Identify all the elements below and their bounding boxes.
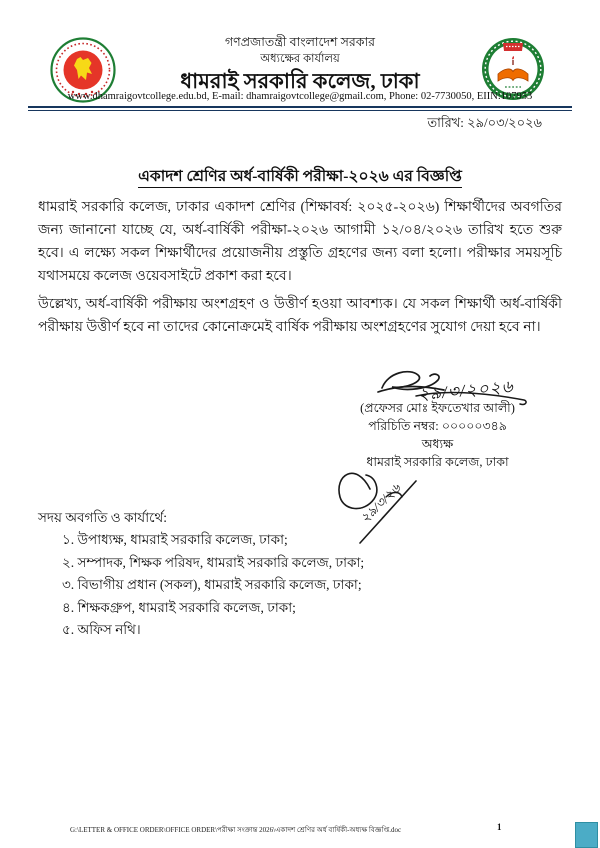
notice-paragraph-2: উল্লেখ্য, অর্ধ-বার্ষিকী পরীক্ষায় অংশগ্রহণ ও উত্তীর্ণ হওয়া আবশ্যক। যে সকল শিক্ষার্থী অর্ধ-বার্ষিকী পরীক্ষায় উত্তীর্ণ হবে না তাদের কোনোক্রমেই বার্ষিক পরীক্ষায় অংশগ্রহণের সুযোগ দেয়া হবে না। (38, 297, 562, 335)
signatory-designation: অধ্যক্ষ (421, 437, 454, 451)
signature-handwritten-date: ২৯/৩/২০২৬ (417, 376, 515, 405)
notice-title: একাদশ শ্রেণির অর্ধ-বার্ষিকী পরীক্ষা-২০২৬ এর বিজ্ঞপ্তি (0, 164, 600, 190)
college-name: ধামরাই সরকারি কলেজ, ঢাকা (180, 69, 420, 93)
signatory-id-number: পরিচিতি নম্বর: ০০০০০৩৪৯ (368, 419, 507, 433)
distribution-heading: সদয় অবগতি ও কার্যার্থে: (38, 510, 168, 525)
distribution-item: ১. উপাধ্যক্ষ, ধামরাই সরকারি কলেজ, ঢাকা; (62, 532, 288, 547)
footer-page-number: 1 (497, 822, 502, 832)
contact-line: www.dhamraigovtcollege.edu.bd, E-mail: dhamraigovtcollege@gmail.com, Phone: 02-7730050, EIIN:107953 (67, 91, 533, 102)
signatory-institution: ধামরাই সরকারি কলেজ, ঢাকা (366, 455, 509, 469)
signatory-name: (প্রফেসর মোঃ ইফতেখার আলী) (360, 401, 515, 415)
distribution-item: ৪. শিক্ষকগ্রুপ, ধামরাই সরকারি কলেজ, ঢাকা; (62, 599, 296, 615)
distribution-list (62, 529, 364, 642)
distribution-item: ৫. অফিস নথি। (62, 622, 141, 637)
distribution-item: ৩. বিভাগীয় প্রধান (সকল), ধামরাই সরকারি কলেজ, ঢাকা; (62, 577, 362, 592)
scroll-indicator[interactable] (575, 822, 598, 848)
date-line: তারিখ: ২৯/০৩/২০২৬ (427, 115, 542, 130)
distribution-item: ২. সম্পাদক, শিক্ষক পরিষদ, ধামরাই সরকারি কলেজ, ঢাকা; (62, 554, 365, 570)
footer-file-path: G:\LETTER & OFFICE ORDER\OFFICE ORDER\পরীক্ষা সংক্রান্ত 2026\একাদশ শ্রেণির অর্ধ বার্ষিকী-অধ্যক্ষ বিজ্ঞপ্তি.doc (70, 826, 402, 834)
government-line: গণপ্রজাতন্ত্রী বাংলাদেশ সরকার (224, 35, 376, 49)
initial-handwritten-date: ২৯/৩/২৬ (357, 480, 404, 526)
office-line: অধ্যক্ষের কার্যালয় (260, 53, 340, 65)
header-divider-rule (28, 106, 572, 111)
notice-paragraph-1: ধামরাই সরকারি কলেজ, ঢাকার একাদশ শ্রেণির (শিক্ষাবর্ষ: ২০২৫-২০২৬) শিক্ষার্থীদের অবগতির জন্য জানানো যাচ্ছে যে, অর্ধ-বার্ষিকী পরীক্ষা-২০২৬ আগামী ১২/০৪/২০২৬ তারিখ হতে শুরু হবে। এ লক্ষ্যে সকল শিক্ষার্থীদের প্রয়োজনীয় প্রস্তুতি গ্রহণের জন্য বলা হলো। পরীক্ষার সময়সূচি যথাসময়ে কলেজ ওয়েবসাইটে প্রকাশ করা হবে। (38, 200, 562, 284)
